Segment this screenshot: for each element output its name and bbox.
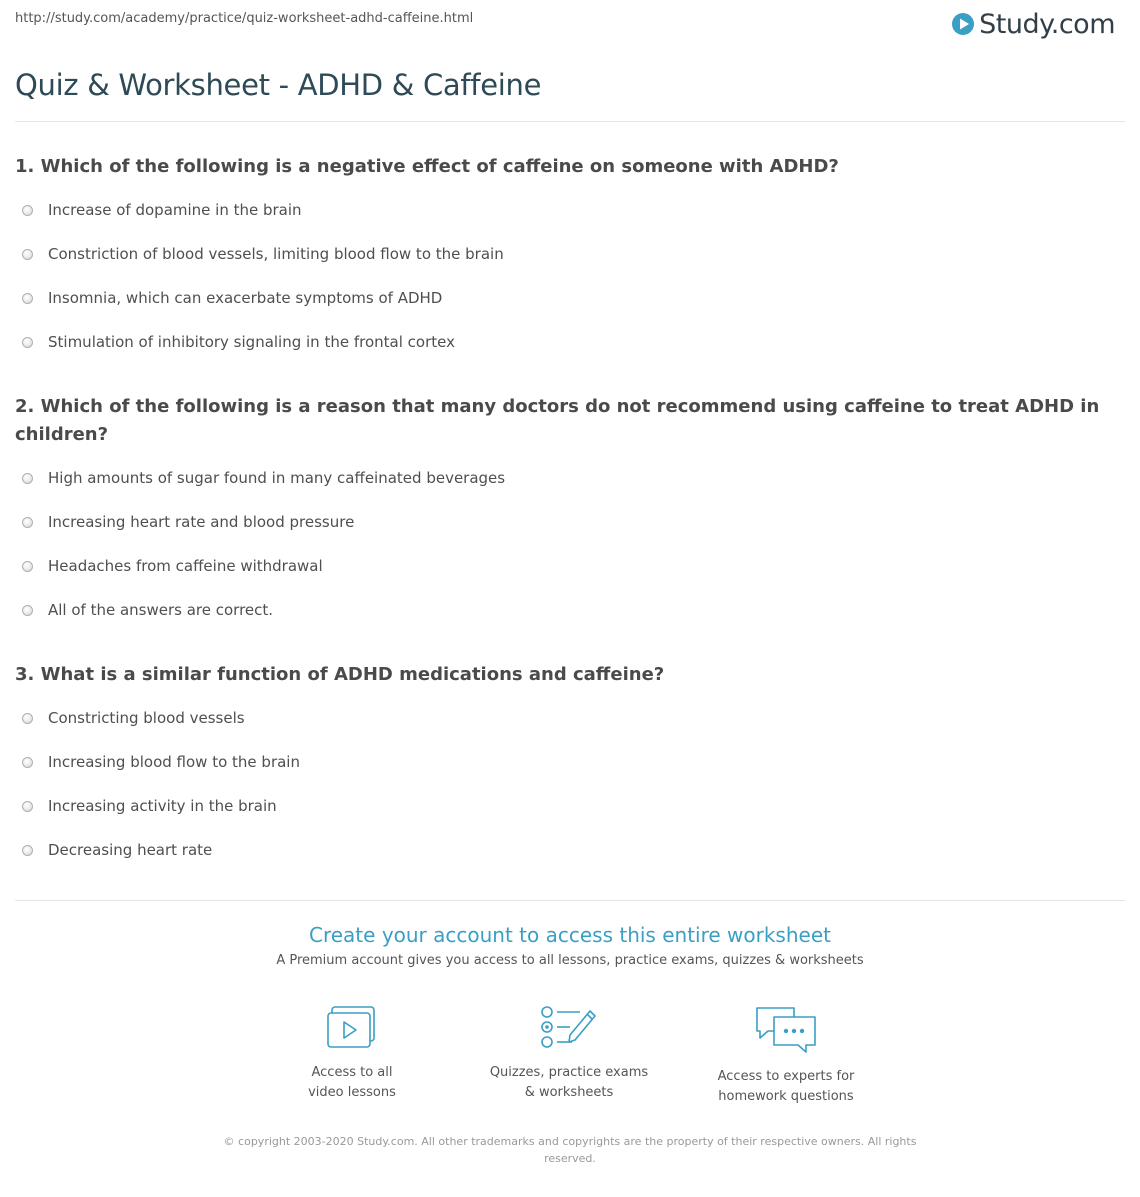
radio-button[interactable] bbox=[22, 337, 33, 348]
answer-option[interactable] bbox=[22, 795, 277, 817]
radio-button[interactable] bbox=[22, 845, 33, 856]
answer-option[interactable] bbox=[22, 707, 245, 729]
feature-label: Quizzes, practice exams & worksheets bbox=[489, 1065, 649, 1100]
answer-option[interactable] bbox=[22, 199, 302, 221]
question-1: 1. Which of the following is a negative effect of caffeine on someone with ADHD? bbox=[15, 156, 839, 177]
answer-label: Constricting blood vessels bbox=[48, 709, 245, 727]
answer-label: Insomnia, which can exacerbate symptoms of ADHD bbox=[48, 289, 443, 307]
answer-option[interactable] bbox=[22, 511, 354, 533]
copyright-footer: © copyright 2003-2020 Study.com. All other trademarks and copyrights are the property of their respective owners. All rights reserved. bbox=[223, 1135, 917, 1165]
answer-label: Increasing heart rate and blood pressure bbox=[48, 513, 355, 531]
radio-button[interactable] bbox=[22, 757, 33, 768]
radio-button[interactable] bbox=[22, 205, 33, 216]
feature-label: Access to all video lessons bbox=[308, 1065, 396, 1100]
feature-video-lessons bbox=[252, 1005, 452, 1103]
page-title: Quiz & Worksheet - ADHD & Caffeine bbox=[15, 68, 542, 102]
radio-button[interactable] bbox=[22, 473, 33, 484]
cta-title[interactable]: Create your account to access this entire worksheet bbox=[309, 923, 831, 947]
answer-label: Constriction of blood vessels, limiting blood flow to the brain bbox=[48, 245, 504, 263]
chat-bubbles-icon bbox=[754, 1005, 818, 1055]
answer-label: Increasing activity in the brain bbox=[48, 797, 277, 815]
feature-experts bbox=[686, 1005, 886, 1107]
answer-option[interactable] bbox=[22, 467, 505, 489]
cta-divider bbox=[15, 900, 1125, 901]
radio-button[interactable] bbox=[22, 561, 33, 572]
answer-label: Stimulation of inhibitory signaling in the frontal cortex bbox=[48, 333, 455, 351]
logo-text: Study.com bbox=[979, 8, 1115, 40]
radio-button[interactable] bbox=[22, 293, 33, 304]
answer-option[interactable] bbox=[22, 599, 273, 621]
radio-button[interactable] bbox=[22, 605, 33, 616]
answer-option[interactable] bbox=[22, 243, 504, 265]
page-url: http://study.com/academy/practice/quiz-worksheet-adhd-caffeine.html bbox=[15, 11, 474, 26]
answer-label: Headaches from caffeine withdrawal bbox=[48, 557, 323, 575]
video-lessons-icon bbox=[326, 1005, 378, 1051]
question-3: 3. What is a similar function of ADHD medications and caffeine? bbox=[15, 664, 665, 685]
feature-label: Access to experts for homework questions bbox=[717, 1069, 855, 1104]
answer-label: High amounts of sugar found in many caffeinated beverages bbox=[48, 469, 506, 487]
study-logo[interactable] bbox=[951, 6, 1115, 42]
feature-quizzes bbox=[469, 1005, 669, 1103]
play-circle-icon bbox=[951, 12, 975, 36]
answer-label: Increasing blood flow to the brain bbox=[48, 753, 300, 771]
title-divider bbox=[15, 121, 1125, 122]
answer-option[interactable] bbox=[22, 751, 300, 773]
answer-option[interactable] bbox=[22, 287, 442, 309]
answer-label: Increase of dopamine in the brain bbox=[48, 201, 302, 219]
cta-subtitle: A Premium account gives you access to all lessons, practice exams, quizzes & worksheets bbox=[276, 953, 864, 968]
answer-label: All of the answers are correct. bbox=[48, 601, 274, 619]
answer-option[interactable] bbox=[22, 839, 212, 861]
radio-button[interactable] bbox=[22, 801, 33, 812]
answer-option[interactable] bbox=[22, 555, 323, 577]
quiz-checklist-icon bbox=[540, 1005, 598, 1051]
answer-label: Decreasing heart rate bbox=[48, 841, 213, 859]
question-2: 2. Which of the following is a reason that many doctors do not recommend using caffeine to treat ADHD in children? bbox=[15, 396, 1100, 445]
radio-button[interactable] bbox=[22, 249, 33, 260]
radio-button[interactable] bbox=[22, 517, 33, 528]
radio-button[interactable] bbox=[22, 713, 33, 724]
answer-option[interactable] bbox=[22, 331, 455, 353]
